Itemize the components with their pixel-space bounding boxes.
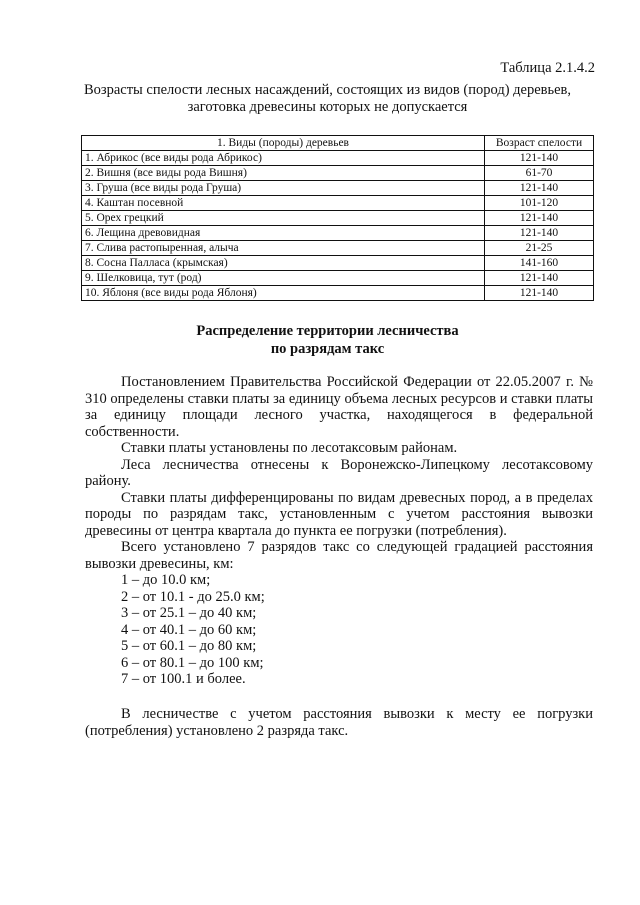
header-species: 1. Виды (породы) деревьев <box>82 136 485 151</box>
maturity-age-table <box>81 135 594 301</box>
table-row <box>82 211 594 226</box>
table-row <box>82 226 594 241</box>
table-row <box>82 256 594 271</box>
header-age: Возраст спелости <box>485 136 594 151</box>
species-cell: 9. Шелковица, тут (род) <box>82 271 485 286</box>
list-item: 6 – от 80.1 – до 100 км; <box>121 654 264 671</box>
table-row <box>82 166 594 181</box>
paragraph: Ставки платы дифференцированы по видам древесных пород, а в пределах породы по разрядам такс, установленным с учетом расстояния вывозки древесины от центра квартала до пункта ее погрузки (потребления). <box>85 489 593 539</box>
age-cell: 141-160 <box>485 256 594 271</box>
table-number: Таблица 2.1.4.2 <box>500 60 595 76</box>
age-cell: 101-120 <box>485 196 594 211</box>
species-cell: 8. Сосна Палласа (крымская) <box>82 256 485 271</box>
body-text <box>85 374 593 688</box>
table-row <box>82 271 594 286</box>
section-title <box>60 322 595 358</box>
species-cell: 5. Орех грецкий <box>82 211 485 226</box>
list-item: 5 – от 60.1 – до 80 км; <box>121 638 257 654</box>
distance-list <box>85 572 593 688</box>
list-item: 2 – от 10.1 - до 25.0 км; <box>121 588 265 605</box>
age-cell: 121-140 <box>485 226 594 241</box>
paragraph: Ставки платы установлены по лесотаксовым районам. <box>121 440 458 456</box>
table-row <box>82 286 594 301</box>
age-cell: 21-25 <box>485 241 594 256</box>
species-cell: 10. Яблоня (все виды рода Яблоня) <box>82 286 485 301</box>
table-row <box>82 196 594 211</box>
age-cell: 121-140 <box>485 181 594 196</box>
species-cell: 6. Лещина древовидная <box>82 226 485 241</box>
list-item: 3 – от 25.1 – до 40 км; <box>121 605 257 621</box>
section-title-line: Распределение территории лесничества <box>196 323 459 339</box>
final-text <box>85 706 593 739</box>
section-title-line: по разрядам такс <box>270 341 385 357</box>
species-cell: 2. Вишня (все виды рода Вишня) <box>82 166 485 181</box>
age-cell: 121-140 <box>485 151 594 166</box>
paragraph: Постановлением Правительства Российской Федерации от 22.05.2007 г. № 310 определены ставки платы за единицу объема лесных ресурсов и ставки платы за единицу площади лесного участка, находящегося в федеральной собственности. <box>85 374 593 440</box>
paragraph: Леса лесничества отнесены к Воронежско-Липецкому лесотаксовому району. <box>85 456 593 489</box>
age-cell: 121-140 <box>485 271 594 286</box>
table-row <box>82 151 594 166</box>
species-cell: 7. Слива растопыренная, алыча <box>82 241 485 256</box>
table-row <box>82 241 594 256</box>
age-cell: 61-70 <box>485 166 594 181</box>
table-header-row <box>82 136 594 151</box>
table-caption: Возрасты спелости лесных насаждений, состоящих из видов (пород) деревьев, заготовка древесины которых не допускается <box>83 82 572 115</box>
table-row <box>82 181 594 196</box>
species-cell: 1. Абрикос (все виды рода Абрикос) <box>82 151 485 166</box>
species-cell: 4. Каштан посевной <box>82 196 485 211</box>
age-cell: 121-140 <box>485 286 594 301</box>
list-item: 4 – от 40.1 – до 60 км; <box>121 621 257 638</box>
paragraph: Всего установлено 7 разрядов такс со следующей градацией расстояния вывозки древесины, км: <box>85 539 593 572</box>
list-item: 7 – от 100.1 и более. <box>121 671 246 687</box>
paragraph: В лесничестве с учетом расстояния вывозки к месту ее погрузки (потребления) установлено 2 разряда такс. <box>85 706 593 739</box>
age-cell: 121-140 <box>485 211 594 226</box>
species-cell: 3. Груша (все виды рода Груша) <box>82 181 485 196</box>
list-item: 1 – до 10.0 км; <box>121 572 211 588</box>
